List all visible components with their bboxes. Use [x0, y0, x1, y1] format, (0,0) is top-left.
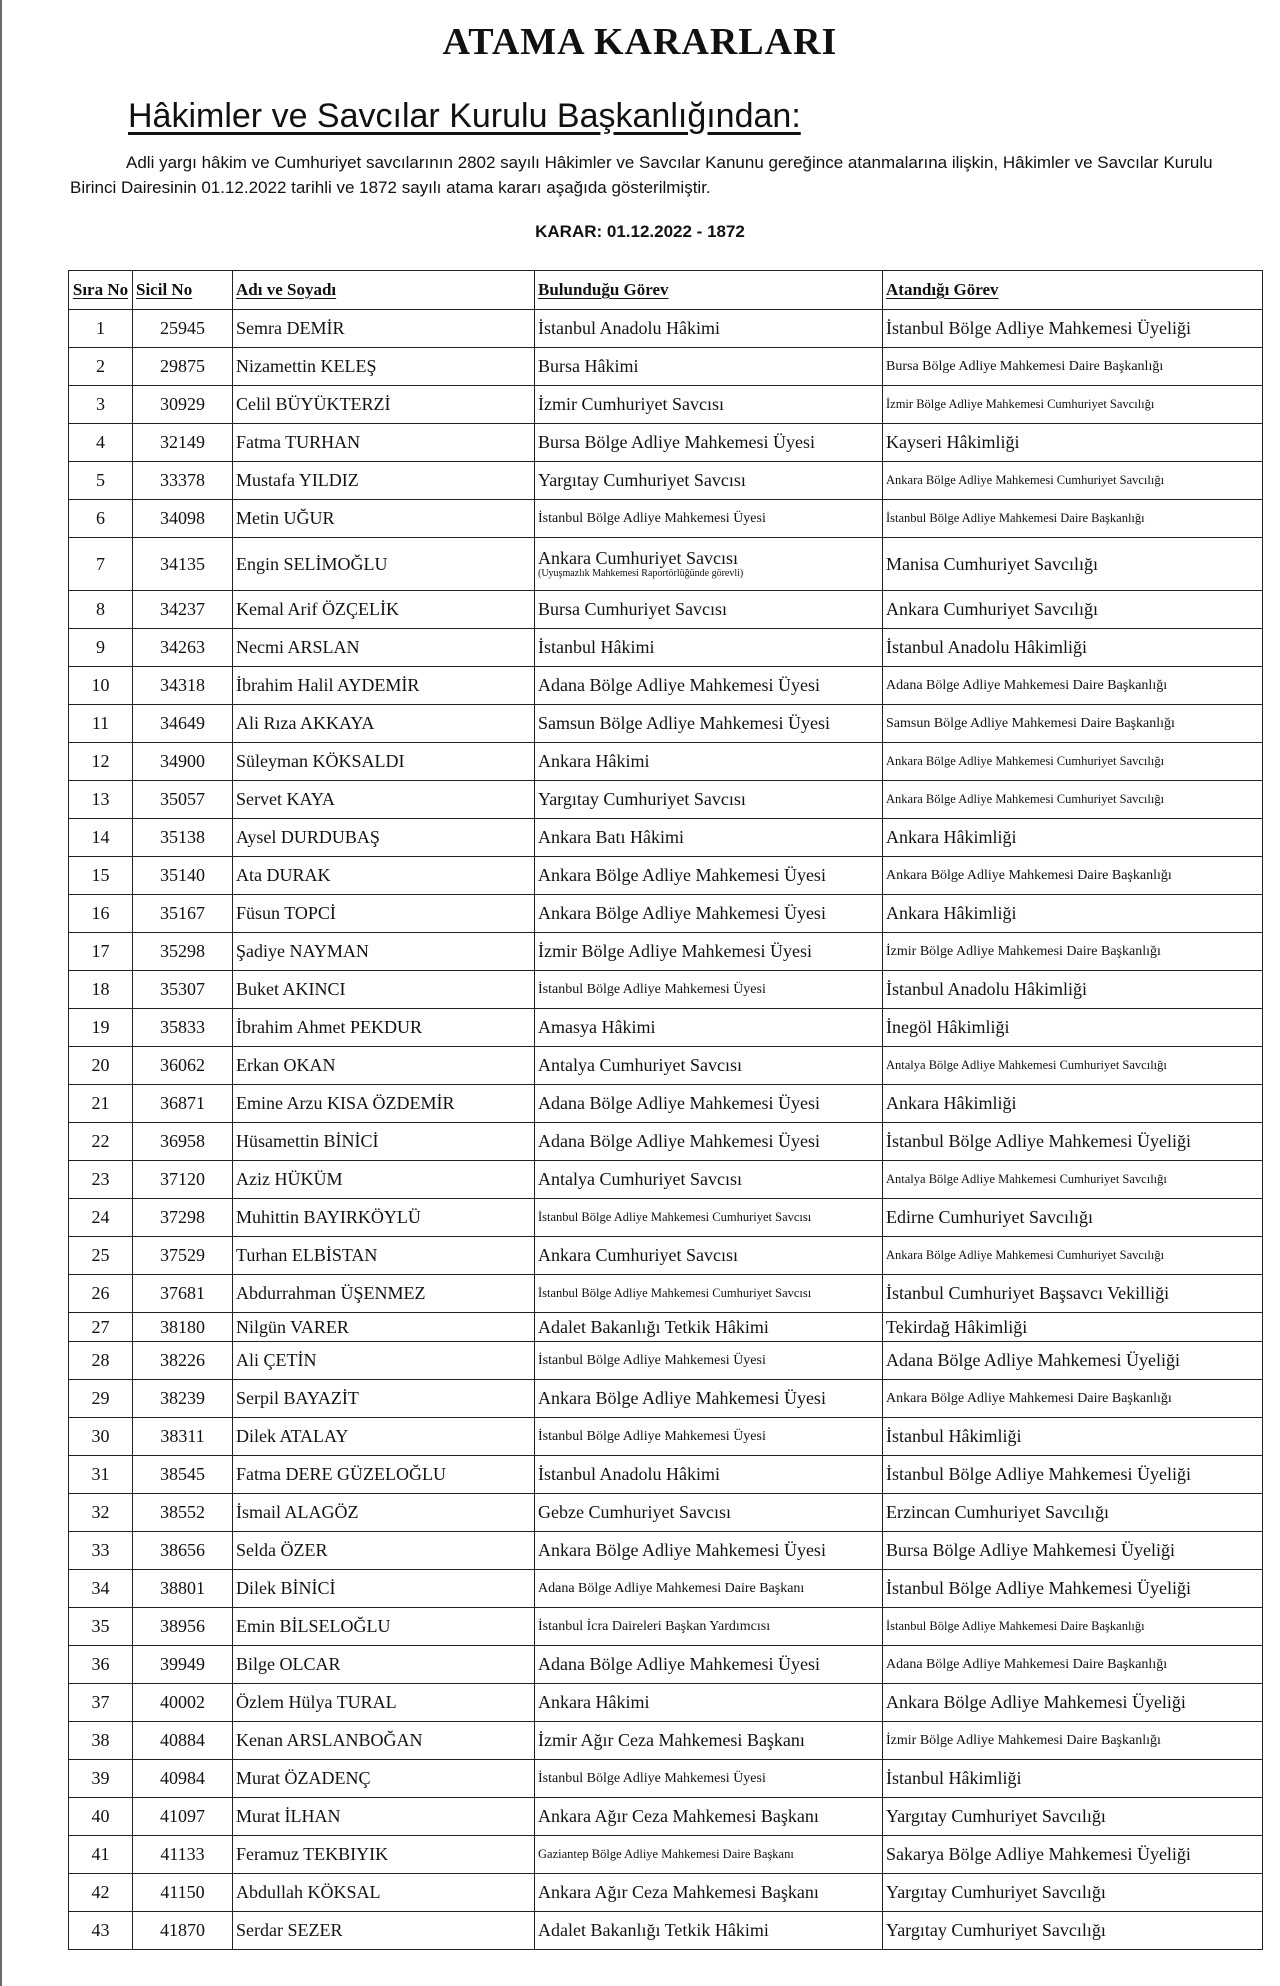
row-sicil-no: 25945 [133, 310, 233, 348]
row-current-position: Ankara Cumhuriyet Savcısı [535, 1237, 883, 1275]
table-row [69, 1760, 1263, 1798]
row-assigned-position: Ankara Hâkimliği [883, 895, 1263, 933]
row-sicil-no: 35307 [133, 971, 233, 1009]
row-current-position: Gaziantep Bölge Adliye Mahkemesi Daire Başkanı [535, 1836, 883, 1874]
row-current-position: Adana Bölge Adliye Mahkemesi Üyesi [535, 1085, 883, 1123]
header-adi-soyadi: Adı ve Soyadı [233, 271, 535, 310]
row-sicil-no: 38311 [133, 1418, 233, 1456]
row-sira-no: 30 [69, 1418, 133, 1456]
table-row [69, 1836, 1263, 1874]
header-sira-no: Sıra No [69, 271, 133, 310]
header-bulundugu-gorev: Bulunduğu Görev [535, 271, 883, 310]
row-name: Turhan ELBİSTAN [233, 1237, 535, 1275]
row-sicil-no: 40984 [133, 1760, 233, 1798]
table-row [69, 310, 1263, 348]
current-position-text: Ankara Cumhuriyet Savcısı [538, 548, 738, 568]
row-sira-no: 20 [69, 1047, 133, 1085]
row-assigned-position: Ankara Hâkimliği [883, 819, 1263, 857]
row-sira-no: 43 [69, 1912, 133, 1950]
row-sira-no: 42 [69, 1874, 133, 1912]
table-row [69, 1275, 1263, 1313]
table-row [69, 629, 1263, 667]
row-name: Murat İLHAN [233, 1798, 535, 1836]
row-current-position: Ankara Hâkimi [535, 1684, 883, 1722]
row-name: Aziz HÜKÜM [233, 1161, 535, 1199]
row-sicil-no: 30929 [133, 386, 233, 424]
row-name: Buket AKINCI [233, 971, 535, 1009]
table-row [69, 462, 1263, 500]
table-row [69, 705, 1263, 743]
row-name: Özlem Hülya TURAL [233, 1684, 535, 1722]
row-sicil-no: 40002 [133, 1684, 233, 1722]
row-sicil-no: 34263 [133, 629, 233, 667]
table-row [69, 667, 1263, 705]
row-name: Servet KAYA [233, 781, 535, 819]
row-name: Şadiye NAYMAN [233, 933, 535, 971]
row-assigned-position: Ankara Bölge Adliye Mahkemesi Daire Başkanlığı [883, 1380, 1263, 1418]
row-current-position: Ankara Ağır Ceza Mahkemesi Başkanı [535, 1798, 883, 1836]
table-row [69, 1418, 1263, 1456]
row-sicil-no: 38552 [133, 1494, 233, 1532]
row-assigned-position: Antalya Bölge Adliye Mahkemesi Cumhuriyet Savcılığı [883, 1161, 1263, 1199]
row-current-position: Ankara Bölge Adliye Mahkemesi Üyesi [535, 1532, 883, 1570]
row-sira-no: 31 [69, 1456, 133, 1494]
row-name: Ali ÇETİN [233, 1342, 535, 1380]
row-assigned-position: İstanbul Bölge Adliye Mahkemesi Üyeliği [883, 1456, 1263, 1494]
row-sira-no: 25 [69, 1237, 133, 1275]
table-row [69, 1608, 1263, 1646]
row-name: Necmi ARSLAN [233, 629, 535, 667]
table-row [69, 1798, 1263, 1836]
row-sicil-no: 35298 [133, 933, 233, 971]
row-name: Ata DURAK [233, 857, 535, 895]
row-sicil-no: 36958 [133, 1123, 233, 1161]
table-row [69, 1085, 1263, 1123]
row-name: Serdar SEZER [233, 1912, 535, 1950]
row-sira-no: 34 [69, 1570, 133, 1608]
table-row [69, 1722, 1263, 1760]
row-sicil-no: 29875 [133, 348, 233, 386]
row-assigned-position: İstanbul Hâkimliği [883, 1760, 1263, 1798]
row-name: Abdurrahman ÜŞENMEZ [233, 1275, 535, 1313]
row-sira-no: 6 [69, 500, 133, 538]
row-name: Süleyman KÖKSALDI [233, 743, 535, 781]
header-sicil-no: Sicil No [133, 271, 233, 310]
row-sicil-no: 38656 [133, 1532, 233, 1570]
row-assigned-position: Erzincan Cumhuriyet Savcılığı [883, 1494, 1263, 1532]
row-name: Emine Arzu KISA ÖZDEMİR [233, 1085, 535, 1123]
table-row [69, 1646, 1263, 1684]
row-current-position: Ankara Bölge Adliye Mahkemesi Üyesi [535, 857, 883, 895]
table-row [69, 1684, 1263, 1722]
row-sicil-no: 41150 [133, 1874, 233, 1912]
row-assigned-position: Yargıtay Cumhuriyet Savcılığı [883, 1798, 1263, 1836]
row-sicil-no: 41133 [133, 1836, 233, 1874]
row-assigned-position: Ankara Cumhuriyet Savcılığı [883, 591, 1263, 629]
row-sicil-no: 38180 [133, 1313, 233, 1342]
row-assigned-position: İstanbul Bölge Adliye Mahkemesi Daire Başkanlığı [883, 500, 1263, 538]
row-name: Muhittin BAYIRKÖYLÜ [233, 1199, 535, 1237]
row-name: Dilek ATALAY [233, 1418, 535, 1456]
row-current-position: Samsun Bölge Adliye Mahkemesi Üyesi [535, 705, 883, 743]
row-current-position: Amasya Hâkimi [535, 1009, 883, 1047]
row-current-position: Antalya Cumhuriyet Savcısı [535, 1047, 883, 1085]
current-position-note: (Uyuşmazlık Mahkemesi Raportörlüğünde görevli) [538, 568, 744, 579]
table-row [69, 1237, 1263, 1275]
row-name: Erkan OKAN [233, 1047, 535, 1085]
row-current-position: İstanbul Bölge Adliye Mahkemesi Cumhuriyet Savcısı [535, 1199, 883, 1237]
row-current-position: Adana Bölge Adliye Mahkemesi Üyesi [535, 1646, 883, 1684]
row-sicil-no: 34649 [133, 705, 233, 743]
row-sira-no: 28 [69, 1342, 133, 1380]
row-sira-no: 36 [69, 1646, 133, 1684]
row-current-position: İstanbul Bölge Adliye Mahkemesi Üyesi [535, 500, 883, 538]
row-sira-no: 16 [69, 895, 133, 933]
row-current-position: Ankara Hâkimi [535, 743, 883, 781]
table-row [69, 1199, 1263, 1237]
table-row [69, 1456, 1263, 1494]
row-assigned-position: İzmir Bölge Adliye Mahkemesi Daire Başkanlığı [883, 1722, 1263, 1760]
row-assigned-position: İstanbul Cumhuriyet Başsavcı Vekilliği [883, 1275, 1263, 1313]
row-name: Abdullah KÖKSAL [233, 1874, 535, 1912]
table-row [69, 1313, 1263, 1342]
row-sicil-no: 35167 [133, 895, 233, 933]
row-assigned-position: Edirne Cumhuriyet Savcılığı [883, 1199, 1263, 1237]
row-sira-no: 21 [69, 1085, 133, 1123]
row-name: İbrahim Halil AYDEMİR [233, 667, 535, 705]
row-sira-no: 23 [69, 1161, 133, 1199]
row-assigned-position: Yargıtay Cumhuriyet Savcılığı [883, 1912, 1263, 1950]
table-row [69, 1912, 1263, 1950]
row-current-position: İstanbul Bölge Adliye Mahkemesi Üyesi [535, 971, 883, 1009]
row-sira-no: 41 [69, 1836, 133, 1874]
row-name: Hüsamettin BİNİCİ [233, 1123, 535, 1161]
row-sicil-no: 41870 [133, 1912, 233, 1950]
row-assigned-position: Ankara Bölge Adliye Mahkemesi Daire Başkanlığı [883, 857, 1263, 895]
row-sicil-no: 37681 [133, 1275, 233, 1313]
row-sira-no: 9 [69, 629, 133, 667]
row-name: Semra DEMİR [233, 310, 535, 348]
row-sira-no: 11 [69, 705, 133, 743]
row-sicil-no: 32149 [133, 424, 233, 462]
row-current-position: İstanbul Hâkimi [535, 629, 883, 667]
table-row [69, 819, 1263, 857]
row-current-position: Adalet Bakanlığı Tetkik Hâkimi [535, 1313, 883, 1342]
row-assigned-position: Ankara Bölge Adliye Mahkemesi Cumhuriyet Savcılığı [883, 781, 1263, 819]
row-sicil-no: 34237 [133, 591, 233, 629]
document-title: ATAMA KARARLARI [442, 21, 838, 63]
row-sicil-no: 36871 [133, 1085, 233, 1123]
row-sira-no: 13 [69, 781, 133, 819]
row-sira-no: 17 [69, 933, 133, 971]
row-current-position: Bursa Cumhuriyet Savcısı [535, 591, 883, 629]
table-row [69, 781, 1263, 819]
row-assigned-position: İnegöl Hâkimliği [883, 1009, 1263, 1047]
row-sira-no: 10 [69, 667, 133, 705]
row-sicil-no: 36062 [133, 1047, 233, 1085]
row-current-position: Ankara Bölge Adliye Mahkemesi Üyesi [535, 895, 883, 933]
row-sicil-no: 38801 [133, 1570, 233, 1608]
row-sicil-no: 37529 [133, 1237, 233, 1275]
row-sicil-no: 41097 [133, 1798, 233, 1836]
table-row [69, 895, 1263, 933]
row-name: Selda ÖZER [233, 1532, 535, 1570]
row-current-position: Adana Bölge Adliye Mahkemesi Üyesi [535, 1123, 883, 1161]
row-assigned-position: Adana Bölge Adliye Mahkemesi Üyeliği [883, 1342, 1263, 1380]
row-sira-no: 37 [69, 1684, 133, 1722]
row-assigned-position: Ankara Bölge Adliye Mahkemesi Cumhuriyet Savcılığı [883, 743, 1263, 781]
row-current-position: İzmir Ağır Ceza Mahkemesi Başkanı [535, 1722, 883, 1760]
row-assigned-position: İzmir Bölge Adliye Mahkemesi Cumhuriyet Savcılığı [883, 386, 1263, 424]
row-name: Nilgün VARER [233, 1313, 535, 1342]
row-assigned-position: Antalya Bölge Adliye Mahkemesi Cumhuriyet Savcılığı [883, 1047, 1263, 1085]
row-sicil-no: 35140 [133, 857, 233, 895]
row-sicil-no: 38239 [133, 1380, 233, 1418]
row-assigned-position: İstanbul Anadolu Hâkimliği [883, 971, 1263, 1009]
table-row [69, 1570, 1263, 1608]
document-subtitle: Hâkimler ve Savcılar Kurulu Başkanlığından: [128, 97, 801, 135]
row-sira-no: 33 [69, 1532, 133, 1570]
row-sira-no: 26 [69, 1275, 133, 1313]
table-row [69, 1009, 1263, 1047]
row-sira-no: 7 [69, 538, 133, 591]
row-current-position: İstanbul Bölge Adliye Mahkemesi Üyesi [535, 1342, 883, 1380]
row-current-position: İstanbul Anadolu Hâkimi [535, 310, 883, 348]
decision-reference: KARAR: 01.12.2022 - 1872 [535, 222, 745, 241]
row-current-position: İstanbul Anadolu Hâkimi [535, 1456, 883, 1494]
table-row [69, 1123, 1263, 1161]
row-name: Füsun TOPCİ [233, 895, 535, 933]
row-name: Aysel DURDUBAŞ [233, 819, 535, 857]
appointment-table [68, 270, 1263, 1950]
row-assigned-position: İstanbul Bölge Adliye Mahkemesi Üyeliği [883, 1123, 1263, 1161]
row-name: Emin BİLSELOĞLU [233, 1608, 535, 1646]
row-sira-no: 1 [69, 310, 133, 348]
row-sira-no: 40 [69, 1798, 133, 1836]
row-name: İsmail ALAGÖZ [233, 1494, 535, 1532]
row-name: Ali Rıza AKKAYA [233, 705, 535, 743]
row-current-position: Ankara Bölge Adliye Mahkemesi Üyesi [535, 1380, 883, 1418]
row-assigned-position: İstanbul Bölge Adliye Mahkemesi Üyeliği [883, 310, 1263, 348]
row-current-position: Ankara Batı Hâkimi [535, 819, 883, 857]
row-name: Fatma DERE GÜZELOĞLU [233, 1456, 535, 1494]
row-sicil-no: 37298 [133, 1199, 233, 1237]
row-name: Mustafa YILDIZ [233, 462, 535, 500]
row-sira-no: 24 [69, 1199, 133, 1237]
table-row [69, 386, 1263, 424]
row-name: Fatma TURHAN [233, 424, 535, 462]
row-sira-no: 14 [69, 819, 133, 857]
table-row [69, 538, 1263, 591]
table-row [69, 1874, 1263, 1912]
row-sira-no: 29 [69, 1380, 133, 1418]
row-assigned-position: İstanbul Bölge Adliye Mahkemesi Daire Başkanlığı [883, 1608, 1263, 1646]
row-sira-no: 22 [69, 1123, 133, 1161]
row-sira-no: 18 [69, 971, 133, 1009]
table-row [69, 1494, 1263, 1532]
row-name: Feramuz TEKBIYIK [233, 1836, 535, 1874]
row-assigned-position: Ankara Bölge Adliye Mahkemesi Cumhuriyet Savcılığı [883, 462, 1263, 500]
row-assigned-position: İstanbul Hâkimliği [883, 1418, 1263, 1456]
table-row [69, 500, 1263, 538]
row-current-position: Antalya Cumhuriyet Savcısı [535, 1161, 883, 1199]
row-sira-no: 8 [69, 591, 133, 629]
row-current-position: İzmir Cumhuriyet Savcısı [535, 386, 883, 424]
table-row [69, 971, 1263, 1009]
table-row [69, 591, 1263, 629]
row-name: Dilek BİNİCİ [233, 1570, 535, 1608]
row-assigned-position: Sakarya Bölge Adliye Mahkemesi Üyeliği [883, 1836, 1263, 1874]
row-sicil-no: 35833 [133, 1009, 233, 1047]
row-sira-no: 35 [69, 1608, 133, 1646]
row-assigned-position: Manisa Cumhuriyet Savcılığı [883, 538, 1263, 591]
row-sicil-no: 37120 [133, 1161, 233, 1199]
table-row [69, 743, 1263, 781]
row-sira-no: 12 [69, 743, 133, 781]
row-name: Murat ÖZADENÇ [233, 1760, 535, 1798]
row-current-position: Bursa Bölge Adliye Mahkemesi Üyesi [535, 424, 883, 462]
row-sicil-no: 38226 [133, 1342, 233, 1380]
table-row [69, 1161, 1263, 1199]
row-name: Serpil BAYAZİT [233, 1380, 535, 1418]
row-current-position [535, 538, 883, 591]
row-sicil-no: 34098 [133, 500, 233, 538]
table-row [69, 1342, 1263, 1380]
row-assigned-position: Ankara Bölge Adliye Mahkemesi Üyeliği [883, 1684, 1263, 1722]
row-assigned-position: Yargıtay Cumhuriyet Savcılığı [883, 1874, 1263, 1912]
row-sira-no: 5 [69, 462, 133, 500]
table-row [69, 1047, 1263, 1085]
row-assigned-position: Tekirdağ Hâkimliği [883, 1313, 1263, 1342]
row-current-position: İstanbul İcra Daireleri Başkan Yardımcısı [535, 1608, 883, 1646]
row-assigned-position: Ankara Hâkimliği [883, 1085, 1263, 1123]
row-sira-no: 32 [69, 1494, 133, 1532]
row-name: Engin SELİMOĞLU [233, 538, 535, 591]
header-atandigi-gorev: Atandığı Görev [883, 271, 1263, 310]
row-current-position: Yargıtay Cumhuriyet Savcısı [535, 781, 883, 819]
row-sicil-no: 38545 [133, 1456, 233, 1494]
row-sira-no: 15 [69, 857, 133, 895]
row-assigned-position: Bursa Bölge Adliye Mahkemesi Üyeliği [883, 1532, 1263, 1570]
row-current-position: İstanbul Bölge Adliye Mahkemesi Cumhuriyet Savcısı [535, 1275, 883, 1313]
table-header-row [69, 271, 1263, 310]
row-current-position: Adalet Bakanlığı Tetkik Hâkimi [535, 1912, 883, 1950]
row-sicil-no: 34900 [133, 743, 233, 781]
row-name: Kenan ARSLANBOĞAN [233, 1722, 535, 1760]
row-current-position: Gebze Cumhuriyet Savcısı [535, 1494, 883, 1532]
row-sicil-no: 38956 [133, 1608, 233, 1646]
table-row [69, 424, 1263, 462]
row-assigned-position: Adana Bölge Adliye Mahkemesi Daire Başkanlığı [883, 667, 1263, 705]
row-sira-no: 27 [69, 1313, 133, 1342]
row-current-position: İzmir Bölge Adliye Mahkemesi Üyesi [535, 933, 883, 971]
row-name: Kemal Arif ÖZÇELİK [233, 591, 535, 629]
row-sira-no: 38 [69, 1722, 133, 1760]
row-assigned-position: Adana Bölge Adliye Mahkemesi Daire Başkanlığı [883, 1646, 1263, 1684]
row-assigned-position: İstanbul Bölge Adliye Mahkemesi Üyeliği [883, 1570, 1263, 1608]
row-name: Nizamettin KELEŞ [233, 348, 535, 386]
row-sira-no: 3 [69, 386, 133, 424]
row-sicil-no: 35057 [133, 781, 233, 819]
row-current-position: Bursa Hâkimi [535, 348, 883, 386]
row-sicil-no: 34318 [133, 667, 233, 705]
row-assigned-position: İzmir Bölge Adliye Mahkemesi Daire Başkanlığı [883, 933, 1263, 971]
row-current-position: Yargıtay Cumhuriyet Savcısı [535, 462, 883, 500]
intro-paragraph: Adli yargı hâkim ve Cumhuriyet savcılarının 2802 sayılı Hâkimler ve Savcılar Kanunu gereğince atanmalarına ilişkin, Hâkimler ve Savcılar Kurulu Birinci Dairesinin 01.12.2022 tarihli ve 1872 sayılı atama kararı aşağıda gösterilmiştir. [70, 153, 1213, 197]
row-name: Metin UĞUR [233, 500, 535, 538]
row-current-position: İstanbul Bölge Adliye Mahkemesi Üyesi [535, 1418, 883, 1456]
row-sicil-no: 33378 [133, 462, 233, 500]
row-sira-no: 19 [69, 1009, 133, 1047]
table-row [69, 857, 1263, 895]
table-row [69, 1532, 1263, 1570]
row-sira-no: 4 [69, 424, 133, 462]
row-sicil-no: 40884 [133, 1722, 233, 1760]
row-name: İbrahim Ahmet PEKDUR [233, 1009, 535, 1047]
row-assigned-position: Samsun Bölge Adliye Mahkemesi Daire Başkanlığı [883, 705, 1263, 743]
row-current-position: Ankara Ağır Ceza Mahkemesi Başkanı [535, 1874, 883, 1912]
row-assigned-position: Bursa Bölge Adliye Mahkemesi Daire Başkanlığı [883, 348, 1263, 386]
row-assigned-position: İstanbul Anadolu Hâkimliği [883, 629, 1263, 667]
table-row [69, 1380, 1263, 1418]
row-current-position: Adana Bölge Adliye Mahkemesi Daire Başkanı [535, 1570, 883, 1608]
row-name: Bilge OLCAR [233, 1646, 535, 1684]
row-sicil-no: 35138 [133, 819, 233, 857]
row-sira-no: 2 [69, 348, 133, 386]
page-border [0, 0, 2, 1986]
row-sicil-no: 34135 [133, 538, 233, 591]
table-row [69, 348, 1263, 386]
row-assigned-position: Kayseri Hâkimliği [883, 424, 1263, 462]
row-sicil-no: 39949 [133, 1646, 233, 1684]
table-row [69, 933, 1263, 971]
row-current-position: Adana Bölge Adliye Mahkemesi Üyesi [535, 667, 883, 705]
row-name: Celil BÜYÜKTERZİ [233, 386, 535, 424]
row-sira-no: 39 [69, 1760, 133, 1798]
row-current-position: İstanbul Bölge Adliye Mahkemesi Üyesi [535, 1760, 883, 1798]
row-assigned-position: Ankara Bölge Adliye Mahkemesi Cumhuriyet Savcılığı [883, 1237, 1263, 1275]
